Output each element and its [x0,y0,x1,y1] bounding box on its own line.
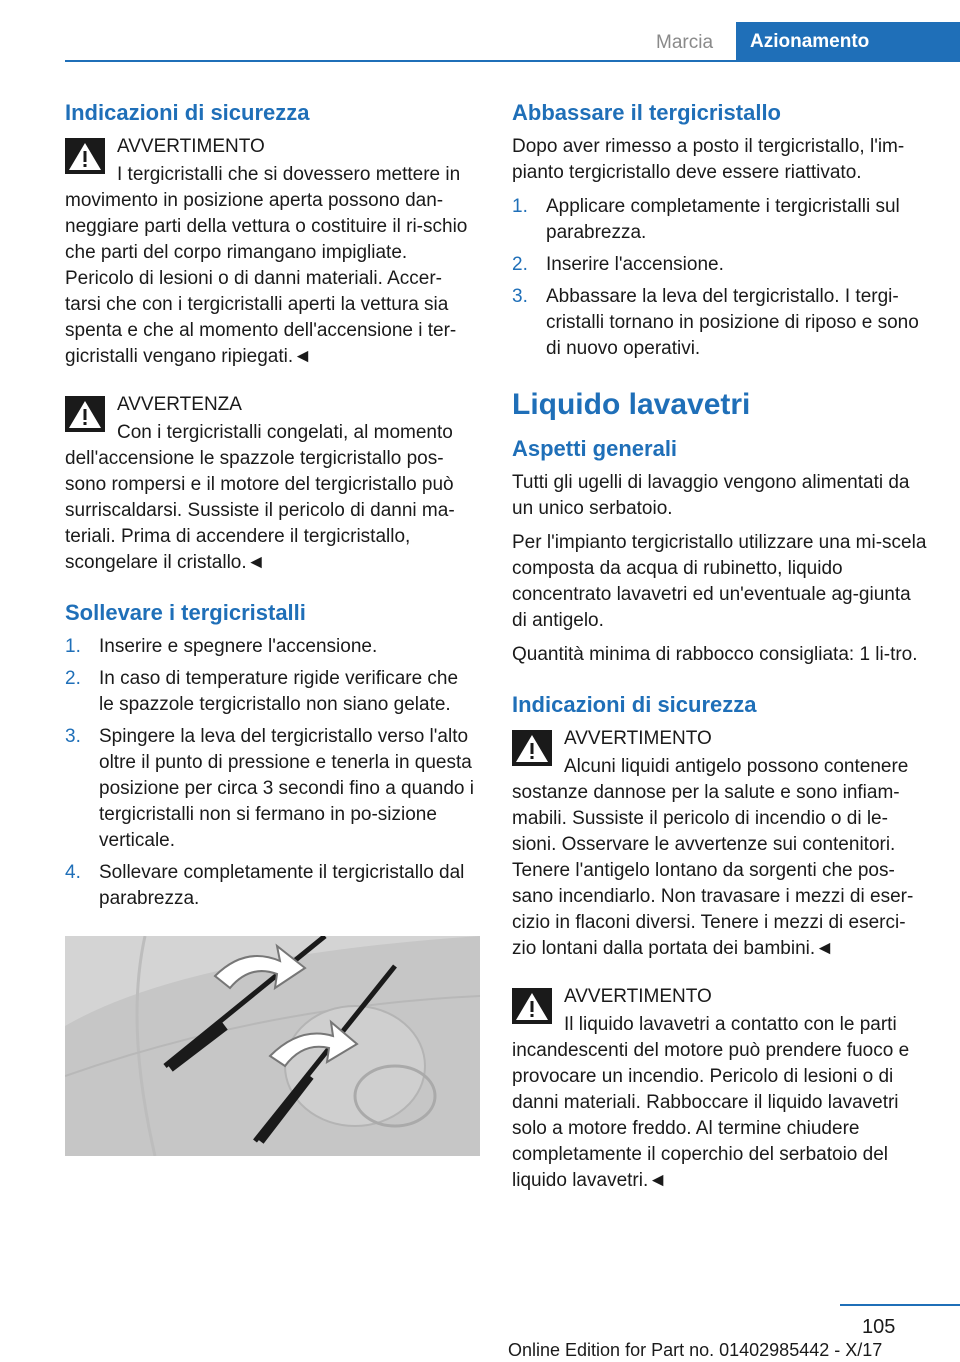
list-item: 2. In caso di temperature rigide verificare che le spazzole tergicristallo non siano gelate. [65,668,459,715]
warning-title: AVVERTIMENTO [564,728,712,749]
lower-steps-list [512,194,928,362]
left-column [65,100,477,1156]
wiper-illustration [65,936,480,1156]
list-item: 1. Inserire e spegnere l'accensione. [65,636,378,657]
page-number: 105 [862,1316,896,1338]
tab-marcia[interactable]: Marcia [656,32,714,53]
list-item: 2. Inserire l'accensione. [512,254,724,275]
washer-fluid-heading: Liquido lavavetri [512,388,751,421]
list-item: 4. Sollevare completamente il tergicristallo dal parabrezza. [65,862,465,909]
warning-block [512,726,928,962]
general-paragraph: Per l'impianto tergicristallo utilizzare una mi‐scela composta da acqua di rubinetto, liquido concentrato lavavetri ed un'eventuale ag‐giunta di antigelo. [512,532,927,631]
safety-heading-left: Indicazioni di sicurezza [65,100,310,125]
raise-wipers-heading: Sollevare i tergicristalli [65,600,306,625]
warning-block [512,984,928,1194]
general-heading: Aspetti generali [512,436,678,461]
header-rule [65,60,960,62]
warning-triangle-icon [512,730,552,766]
edition-note: Online Edition for Part no. 01402985442 - X/17 [508,1340,883,1360]
warning-block [65,134,477,370]
warning-text: Alcuni liquidi antigelo possono contenere sostanze dannose per la salute e sono infiam‐mabili. Sussiste il pericolo di incendio o di le‐sioni. Osservare le avvertenze sui contenitori. Tenere l'antigelo lontano da sorgenti che pos‐sano incendiarlo. Non travasare i mezzi di eser‐cizio in flaconi diversi. Tenere i mezzi di eserci‐zio lontani dalla portata dei bambini.◄ [512,756,914,959]
list-item: 1. Applicare completamente i tergicristalli sul parabrezza. [512,196,900,243]
safety-heading-right: Indicazioni di sicurezza [512,692,757,717]
warning-title: AVVERTIMENTO [117,136,265,157]
raise-steps-list [65,634,477,912]
windshield-wiper-image [65,936,480,1156]
warning-triangle-icon [65,138,105,174]
caution-title: AVVERTENZA [117,394,242,415]
right-column [512,100,928,1216]
warning-triangle-icon [65,396,105,432]
warning-title: AVVERTIMENTO [564,986,712,1007]
warning-text: I tergicristalli che si dovessero mettere in movimento in posizione aperta possono dan‐neggiare parti della vettura o costituire il ri‐schio che parti del corpo rimangano impigliate. Pericolo di lesioni o di danni materiali. Accer‐tarsi che con i tergicristalli aperti la vettura sia spenta e che al momento dell'accensione i ter‐gicristalli vengano ripiegati.◄ [65,164,468,367]
general-paragraph: Quantità minima di rabbocco consigliata: 1 li‐tro. [512,644,918,665]
lower-wiper-heading: Abbassare il tergicristallo [512,100,781,125]
header-bar [0,22,960,62]
footer-rule [840,1304,960,1306]
lower-intro: Dopo aver rimesso a posto il tergicristallo, l'im‐pianto tergicristallo deve essere riattivato. [512,136,905,183]
caution-block [65,392,477,576]
list-item: 3. Spingere la leva del tergicristallo verso l'alto oltre il punto di pressione e tenerla in questa posizione per circa 3 secondi fino a quando i tergicristalli non si fermano in po‐sizione verticale. [65,726,474,851]
caution-text: Con i tergicristalli congelati, al momento dell'accensione le spazzole tergicristallo pos‐sono rompersi e il motore del tergicristallo può surriscaldarsi. Sussiste il pericolo di danni ma‐teriali. Prima di accendere il tergicristallo, scongelare il cristallo.◄ [65,422,455,573]
list-item: 3. Abbassare la leva del tergicristallo. I tergi‐cristalli tornano in posizione di riposo e sono di nuovo operativi. [512,286,919,359]
general-paragraph: Tutti gli ugelli di lavaggio vengono alimentati da un unico serbatoio. [512,472,910,519]
warning-triangle-icon [512,988,552,1024]
warning-text: Il liquido lavavetri a contatto con le parti incandescenti del motore può prendere fuoco e provocare un incendio. Pericolo di lesioni o di danni materiali. Rabboccare il liquido lavavetri solo a motore freddo. Al termine chiudere completamente il coperchio del serbatoio del liquido lavavetri.◄ [512,1014,910,1191]
tab-azionamento[interactable]: Azionamento [736,22,960,62]
